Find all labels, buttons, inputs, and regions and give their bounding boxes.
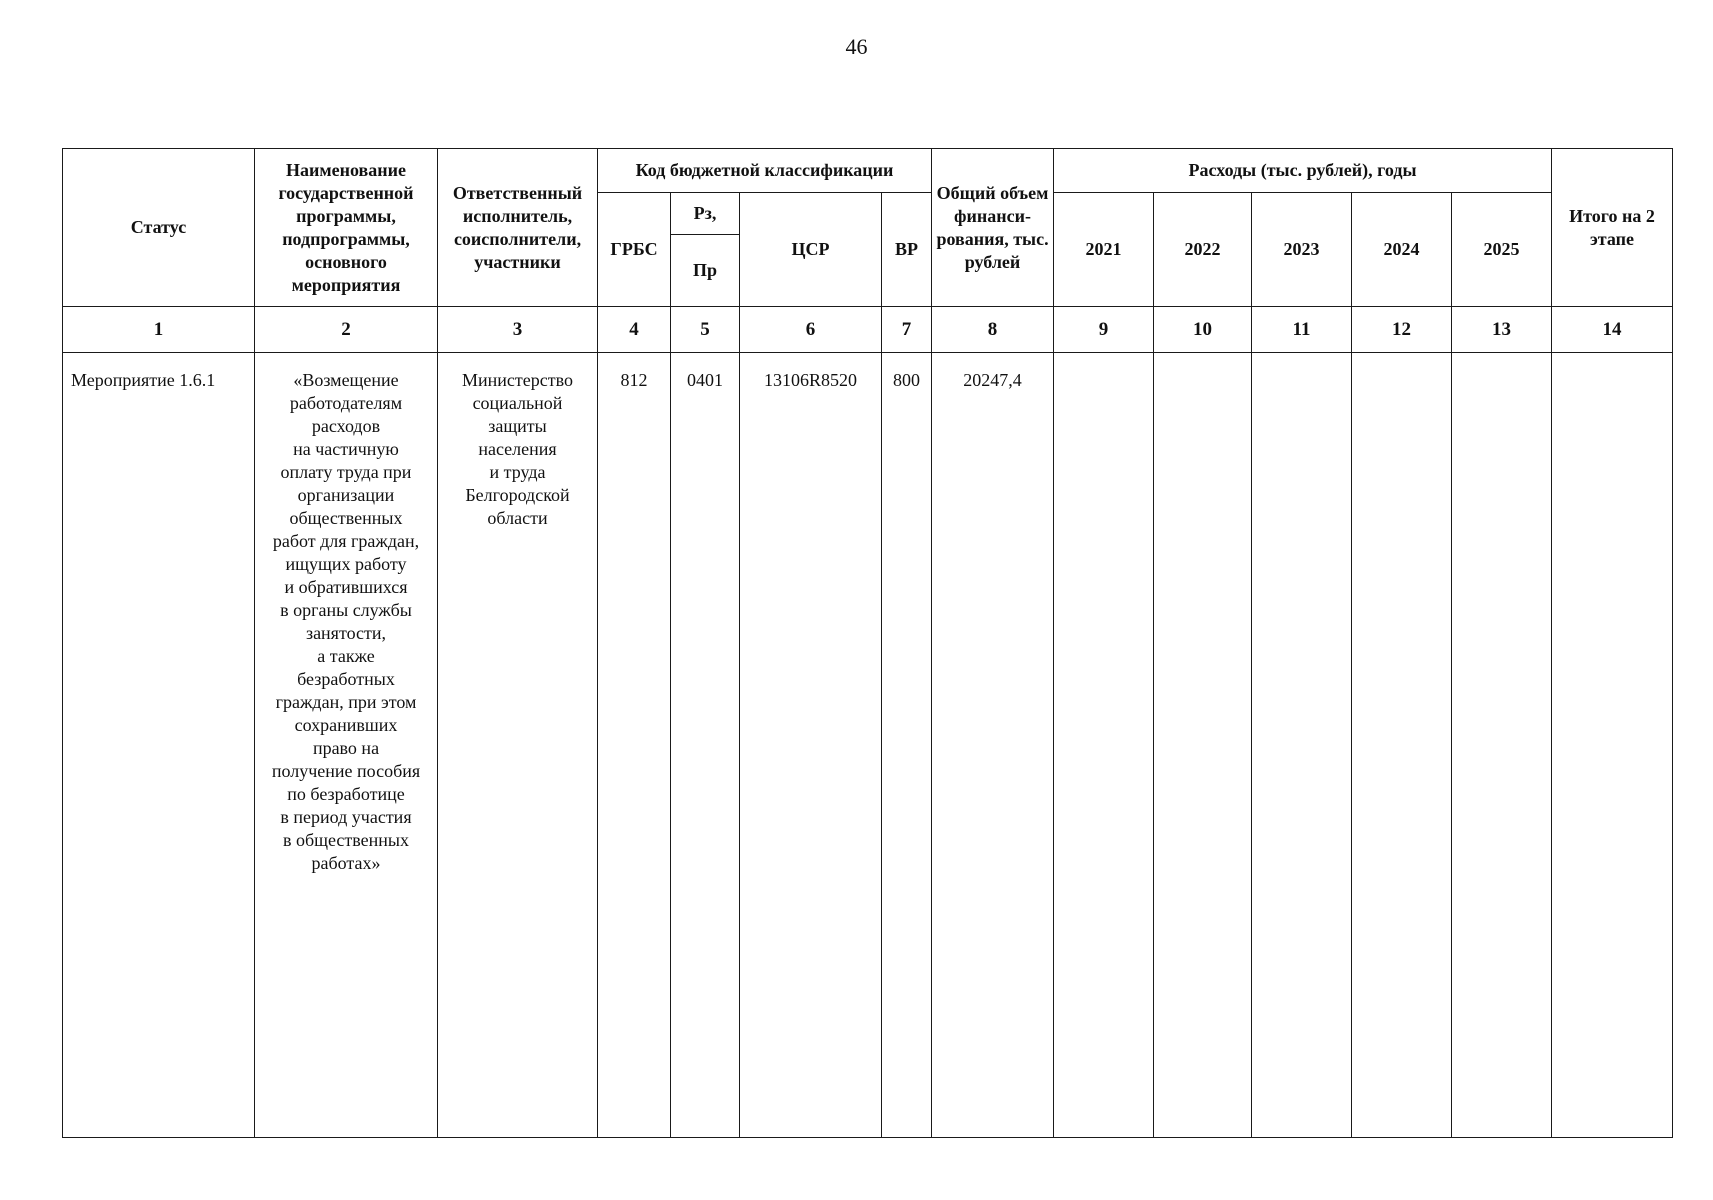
column-number: 7	[882, 307, 932, 353]
table-row	[63, 353, 1673, 1138]
row-program-name: «Возмещение работодателям расходов на частичную оплату труда при организации общественных работ для граждан, ищущих работу и обратившихся в органы службы занятости, а также безработных граждан, при этом сохранивших право на получение пособия по безработице в период участия в общественных работах»	[255, 353, 438, 1138]
header-grbs: ГРБС	[598, 193, 671, 307]
header-responsible: Ответственный исполнитель, соисполнители, участники	[438, 149, 598, 307]
header-stage-total: Итого на 2 этапе	[1552, 149, 1673, 307]
header-status: Статус	[63, 149, 255, 307]
header-year-2024: 2024	[1352, 193, 1452, 307]
header-year-2021: 2021	[1054, 193, 1154, 307]
row-year-2022	[1154, 353, 1252, 1138]
column-number: 13	[1452, 307, 1552, 353]
column-number: 4	[598, 307, 671, 353]
row-grbs: 812	[598, 353, 671, 1138]
header-budget-code: Код бюджетной классификации	[598, 149, 932, 193]
header-csr: ЦСР	[740, 193, 882, 307]
header-program-name: Наименование государственной программы, подпрограммы, основного мероприятия	[255, 149, 438, 307]
column-number: 9	[1054, 307, 1154, 353]
row-rz-pr: 0401	[671, 353, 740, 1138]
header-year-2023: 2023	[1252, 193, 1352, 307]
row-csr: 13106R8520	[740, 353, 882, 1138]
header-vr: ВР	[882, 193, 932, 307]
header-rz: Рз,	[671, 193, 740, 235]
page-number: 46	[845, 34, 868, 59]
column-number: 2	[255, 307, 438, 353]
row-year-2021	[1054, 353, 1154, 1138]
row-year-2025	[1452, 353, 1552, 1138]
column-number: 5	[671, 307, 740, 353]
header-year-2022: 2022	[1154, 193, 1252, 307]
header-year-2025: 2025	[1452, 193, 1552, 307]
row-year-2024	[1352, 353, 1452, 1138]
row-vr: 800	[882, 353, 932, 1138]
column-number: 3	[438, 307, 598, 353]
budget-table	[62, 148, 1673, 1138]
row-responsible: Министерство социальной защиты населения и труда Белгородской области	[438, 353, 598, 1138]
header-total-volume: Общий объем финанси-рования, тыс. рублей	[932, 149, 1054, 307]
column-number: 8	[932, 307, 1054, 353]
column-number: 14	[1552, 307, 1673, 353]
row-status: Мероприятие 1.6.1	[63, 353, 255, 1138]
row-year-2023	[1252, 353, 1352, 1138]
column-number: 6	[740, 307, 882, 353]
row-total: 20247,4	[932, 353, 1054, 1138]
column-number: 11	[1252, 307, 1352, 353]
header-expenses: Расходы (тыс. рублей), годы	[1054, 149, 1552, 193]
row-stage-total	[1552, 353, 1673, 1138]
header-pr: Пр	[671, 235, 740, 307]
column-number: 12	[1352, 307, 1452, 353]
column-number: 10	[1154, 307, 1252, 353]
column-number: 1	[63, 307, 255, 353]
